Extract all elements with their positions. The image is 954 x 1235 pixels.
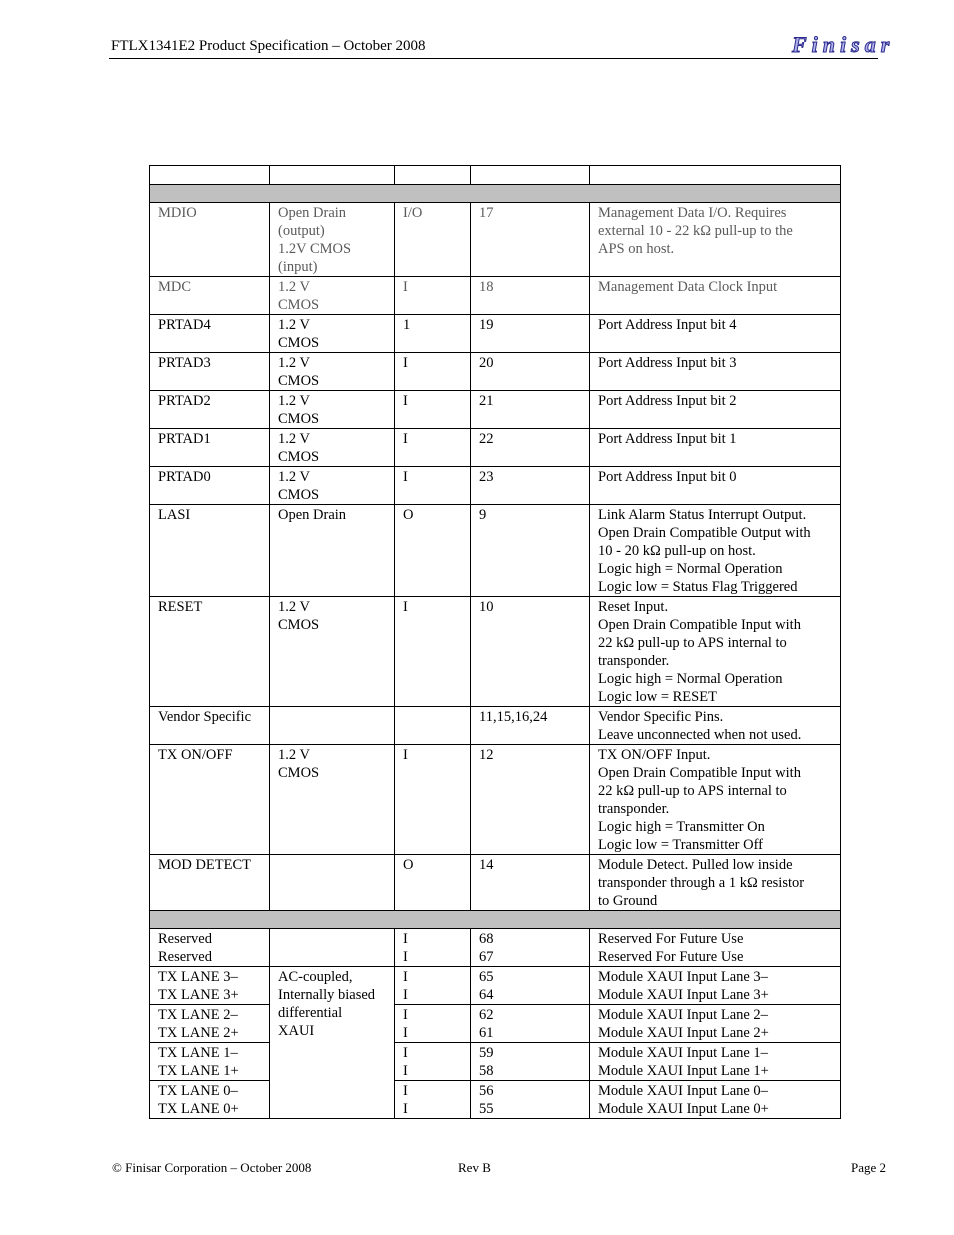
io-direction-cell: O xyxy=(395,855,471,911)
document-title: FTLX1341E2 Product Specification – October 2008 xyxy=(111,38,426,54)
signal-name-cell: PRTAD3 xyxy=(150,353,270,391)
io-direction-cell: I I xyxy=(395,1081,471,1119)
table-row xyxy=(150,1043,841,1081)
signal-type-cell: 1.2 V CMOS xyxy=(270,745,395,855)
table-row xyxy=(150,1081,841,1119)
pin-number-cell: 59 58 xyxy=(471,1043,590,1081)
pin-number-cell: 23 xyxy=(471,467,590,505)
table-row xyxy=(150,391,841,429)
io-direction-cell xyxy=(395,707,471,745)
io-direction-cell: I xyxy=(395,597,471,707)
signal-name-cell: MDC xyxy=(150,277,270,315)
footer-copyright: © Finisar Corporation – October 2008 xyxy=(112,1160,312,1175)
signal-name-cell: Vendor Specific xyxy=(150,707,270,745)
pin-number-cell: 56 55 xyxy=(471,1081,590,1119)
description-cell: Module XAUI Input Lane 1– Module XAUI Input Lane 1+ xyxy=(590,1043,841,1081)
signal-name-cell: MDIO xyxy=(150,203,270,277)
header-rule xyxy=(109,58,878,59)
finisar-logo: Finisar xyxy=(792,32,895,57)
description-cell: Port Address Input bit 1 xyxy=(590,429,841,467)
signal-name-cell: TX LANE 2– TX LANE 2+ xyxy=(150,1005,270,1043)
table-row xyxy=(150,203,841,277)
description-cell: Port Address Input bit 2 xyxy=(590,391,841,429)
pin-number-cell: 19 xyxy=(471,315,590,353)
description-cell: Module Detect. Pulled low inside transponder through a 1 kΩ resistor to Ground xyxy=(590,855,841,911)
io-direction-cell: I xyxy=(395,277,471,315)
signal-name-cell: Reserved Reserved xyxy=(150,929,270,967)
pin-number-cell: 9 xyxy=(471,505,590,597)
table-row xyxy=(150,967,841,1005)
io-direction-cell: I xyxy=(395,429,471,467)
signal-type-cell: 1.2 V CMOS xyxy=(270,429,395,467)
table-row xyxy=(150,745,841,855)
pin-number-cell: 65 64 xyxy=(471,967,590,1005)
signal-name-cell: TX LANE 1– TX LANE 1+ xyxy=(150,1043,270,1081)
table-row xyxy=(150,505,841,597)
io-direction-cell: I I xyxy=(395,1005,471,1043)
io-direction-cell: I I xyxy=(395,929,471,967)
io-direction-cell: I xyxy=(395,391,471,429)
xaui-type-cell: AC-coupled, Internally biased differential XAUI xyxy=(270,967,395,1119)
signal-name-cell: TX LANE 3– TX LANE 3+ xyxy=(150,967,270,1005)
signal-type-cell: Open Drain (output) 1.2V CMOS (input) xyxy=(270,203,395,277)
signal-name-cell: PRTAD0 xyxy=(150,467,270,505)
signal-type-cell: 1.2 V CMOS xyxy=(270,315,395,353)
signal-name-cell: MOD DETECT xyxy=(150,855,270,911)
description-cell: Port Address Input bit 4 xyxy=(590,315,841,353)
pin-number-cell: 68 67 xyxy=(471,929,590,967)
signal-name-cell: PRTAD1 xyxy=(150,429,270,467)
table-row xyxy=(150,467,841,505)
table-row xyxy=(150,277,841,315)
table-row xyxy=(150,597,841,707)
io-direction-cell: I xyxy=(395,467,471,505)
signal-type-cell xyxy=(270,929,395,967)
description-cell: Management Data Clock Input xyxy=(590,277,841,315)
description-cell: TX ON/OFF Input. Open Drain Compatible Input with 22 kΩ pull-up to APS internal to transponder. Logic high = Transmitter On Logic low = Transmitter Off xyxy=(590,745,841,855)
description-cell: Port Address Input bit 0 xyxy=(590,467,841,505)
pin-number-cell: 12 xyxy=(471,745,590,855)
io-direction-cell: I I xyxy=(395,967,471,1005)
signal-type-cell: 1.2 V CMOS xyxy=(270,391,395,429)
description-cell: Reset Input. Open Drain Compatible Input with 22 kΩ pull-up to APS internal to transponder. Logic high = Normal Operation Logic low = RESET xyxy=(590,597,841,707)
description-cell: Vendor Specific Pins. Leave unconnected when not used. xyxy=(590,707,841,745)
pin-number-cell: 18 xyxy=(471,277,590,315)
signal-type-cell: 1.2 V CMOS xyxy=(270,353,395,391)
table-row xyxy=(150,929,841,967)
description-cell: Module XAUI Input Lane 2– Module XAUI Input Lane 2+ xyxy=(590,1005,841,1043)
pin-number-cell: 62 61 xyxy=(471,1005,590,1043)
pin-number-cell: 14 xyxy=(471,855,590,911)
section-divider xyxy=(150,911,841,929)
table-row xyxy=(150,855,841,911)
pin-definition-table xyxy=(149,165,841,1119)
pin-number-cell: 10 xyxy=(471,597,590,707)
io-direction-cell: 1 xyxy=(395,315,471,353)
signal-name-cell: RESET xyxy=(150,597,270,707)
signal-name-cell: LASI xyxy=(150,505,270,597)
signal-name-cell: PRTAD4 xyxy=(150,315,270,353)
io-direction-cell: I I xyxy=(395,1043,471,1081)
description-cell: Link Alarm Status Interrupt Output. Open Drain Compatible Output with 10 - 20 kΩ pull-up on host. Logic high = Normal Operation Logic low = Status Flag Triggered xyxy=(590,505,841,597)
table-row xyxy=(150,353,841,391)
io-direction-cell: I xyxy=(395,745,471,855)
description-cell: Reserved For Future Use Reserved For Future Use xyxy=(590,929,841,967)
signal-type-cell: 1.2 V CMOS xyxy=(270,467,395,505)
signal-name-cell: PRTAD2 xyxy=(150,391,270,429)
description-cell: Module XAUI Input Lane 0– Module XAUI Input Lane 0+ xyxy=(590,1081,841,1119)
footer-page-number: Page 2 xyxy=(851,1160,887,1175)
pin-number-cell: 17 xyxy=(471,203,590,277)
description-cell: Port Address Input bit 3 xyxy=(590,353,841,391)
io-direction-cell: I xyxy=(395,353,471,391)
pin-number-cell: 22 xyxy=(471,429,590,467)
table-row xyxy=(150,707,841,745)
signal-type-cell: 1.2 V CMOS xyxy=(270,597,395,707)
signal-type-cell: 1.2 V CMOS xyxy=(270,277,395,315)
description-cell: Module XAUI Input Lane 3– Module XAUI Input Lane 3+ xyxy=(590,967,841,1005)
signal-name-cell: TX ON/OFF xyxy=(150,745,270,855)
signal-name-cell: TX LANE 0– TX LANE 0+ xyxy=(150,1081,270,1119)
signal-type-cell xyxy=(270,707,395,745)
io-direction-cell: O xyxy=(395,505,471,597)
table-row xyxy=(150,429,841,467)
table-row xyxy=(150,315,841,353)
io-direction-cell: I/O xyxy=(395,203,471,277)
pin-number-cell: 21 xyxy=(471,391,590,429)
table-header-row xyxy=(150,166,841,185)
pin-number-cell: 20 xyxy=(471,353,590,391)
footer-revision: Rev B xyxy=(458,1160,491,1175)
table-row xyxy=(150,1005,841,1043)
pin-number-cell: 11,15,16,24 xyxy=(471,707,590,745)
section-divider xyxy=(150,185,841,203)
signal-type-cell xyxy=(270,855,395,911)
description-cell: Management Data I/O. Requires external 10 - 22 kΩ pull-up to the APS on host. xyxy=(590,203,841,277)
signal-type-cell: Open Drain xyxy=(270,505,395,597)
